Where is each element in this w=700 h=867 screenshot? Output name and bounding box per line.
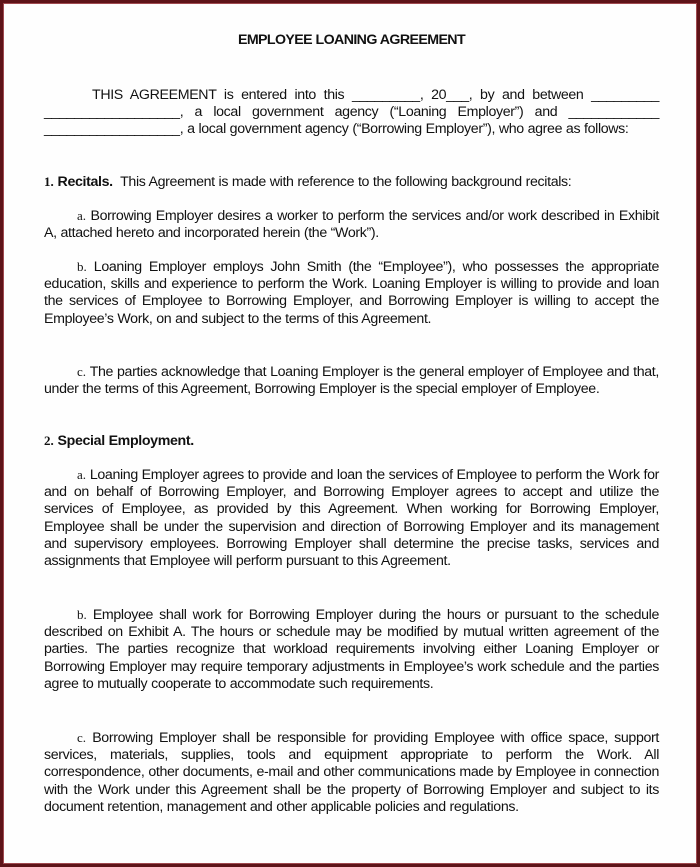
item-letter: b.	[77, 259, 87, 274]
item-text: Loaning Employer employs John Smith (the “Employee”), who possesses the appropriate education, skills and experience to perform the Work. Loaning Employer is willing to provide and loan the services of Employee to Borrowing Employer, and Borrowing Employer is willing to accept the Employee’s Work, on and subject to the terms of this Agreement.	[44, 259, 659, 327]
section-1-item-b	[44, 258, 659, 328]
document-title: EMPLOYEE LOANING AGREEMENT	[237, 32, 466, 48]
section-1-item-c	[44, 363, 659, 398]
intro-paragraph: THIS AGREEMENT is entered into this _________, 20___, by and between _________ __________________, a local government agency (“Loaning Employer”) and ____________ __________________, a local government agency (“Borrowing Employer”), who agree as follows:	[44, 87, 659, 138]
section-2-number: 2.	[44, 433, 54, 448]
item-letter: c.	[77, 364, 87, 379]
item-letter: a.	[77, 208, 87, 223]
item-letter: c.	[77, 730, 87, 745]
item-text: Borrowing Employer shall be responsible for providing Employee with office space, support services, materials, supplies, tools and equipment appropriate to perform the Work. All correspondence, other documents, e-mail and other communications made by Employee in connection with the Work under this Agreement shall be the property of Borrowing Employer and subject to its document retention, management and other applicable policies and regulations.	[44, 730, 660, 815]
item-letter: b.	[77, 607, 87, 622]
item-text: Borrowing Employer desires a worker to perform the services and/or work described in Exhibit A, attached hereto and incorporated herein (the “Work”).	[44, 208, 659, 242]
intro-paragraph-block	[44, 87, 659, 139]
section-1-lead: This Agreement is made with reference to the following background recitals:	[120, 174, 572, 190]
section-1-item-a	[44, 207, 659, 242]
item-text: Loaning Employer agrees to provide and loan the services of Employee to perform the Work for and on behalf of Borrowing Employer, and Borrowing Employer agrees to accept and utilize the services of Employee, as provided by this Agreement. When working for Borrowing Employer, Employee shall be under the supervision and direction of Borrowing Employer and its management and supervisory employees. Borrowing Employer shall determine the precise tasks, services and assignments that Employee will perform pursuant to this Agreement.	[44, 467, 659, 570]
section-1-heading-block	[44, 173, 659, 191]
item-letter: a.	[77, 467, 87, 482]
item-text: The parties acknowledge that Loaning Employer is the general employer of Employee and that, under the terms of this Agreement, Borrowing Employer is the special employer of Employee.	[44, 364, 659, 398]
section-2-heading: Special Employment.	[57, 433, 194, 449]
section-1-number: 1.	[44, 174, 54, 189]
section-2-item-c	[44, 729, 659, 816]
section-2-item-b	[44, 606, 659, 693]
section-1-heading: Recitals.	[57, 174, 113, 190]
item-text: Employee shall work for Borrowing Employer during the hours or pursuant to the schedule described on Exhibit A. The hours or schedule may be modified by mutual written agreement of the parties. The parties recognize that workload requirements involving either Loaning Employer or Borrowing Employer may require temporary adjustments in Employee’s work schedule and the parties agree to mutually cooperate to accommodate such requirements.	[44, 607, 659, 692]
section-2-item-a	[44, 466, 659, 570]
section-2-heading-block	[44, 432, 659, 450]
